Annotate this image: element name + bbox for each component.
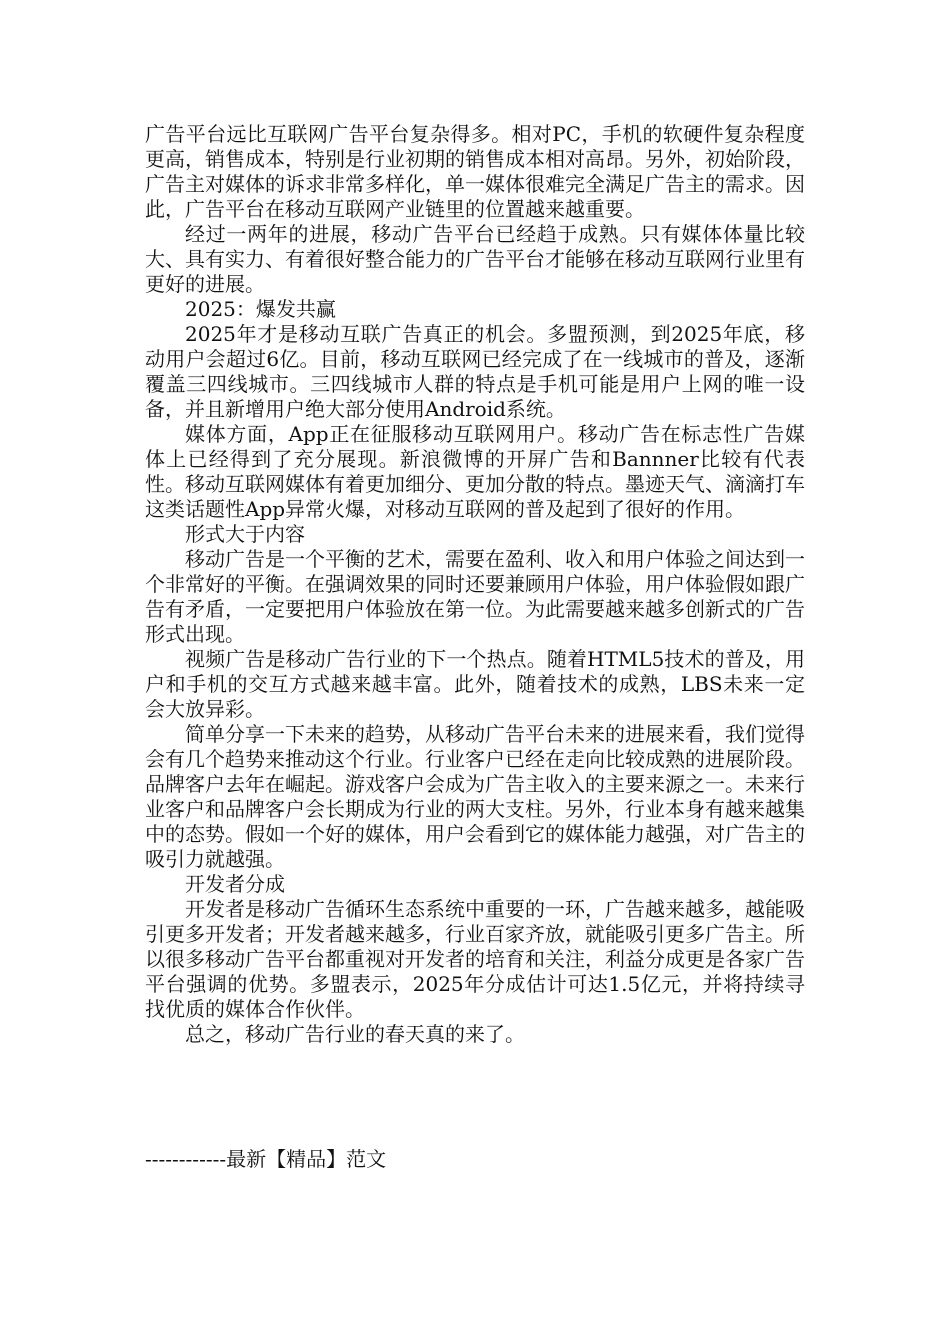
section-heading-developer: 开发者分成 xyxy=(185,872,285,896)
page-footer: ------------最新【精品】范文 xyxy=(145,1147,387,1171)
section-heading-outbreak: 2025：爆发共赢 xyxy=(185,297,336,321)
paragraph-2025-opportunity: 2025年才是移动互联广告真正的机会。多盟预测，到2025年底，移动用户会超过6亿。目前，移动互联网已经完成了在一线城市的普及，逐渐覆盖三四线城市。三四线城市人群的特点是手机可能是用户上网的唯一设备，并且新增用户绝大部分使用Android系统。 xyxy=(145,322,805,421)
section-heading-form: 形式大于内容 xyxy=(185,522,305,546)
paragraph-future-trends: 简单分享一下未来的趋势，从移动广告平台未来的进展来看，我们觉得会有几个趋势来推动这个行业。行业客户已经在走向比较成熟的进展阶段。品牌客户去年在崛起。游戏客户会成为广告主收入的主要来源之一。未来行业客户和品牌客户会长期成为行业的两大支柱。另外，行业本身有越来越集中的态势。假如一个好的媒体，用户会看到它的媒体能力越强，对广告主的吸引力就越强。 xyxy=(145,722,805,871)
article-body xyxy=(145,122,805,1047)
paragraph-conclusion: 总之，移动广告行业的春天真的来了。 xyxy=(185,1022,525,1046)
paragraph-platform-maturity: 经过一两年的进展，移动广告平台已经趋于成熟。只有媒体体量比较大、具有实力、有着很好整合能力的广告平台才能够在移动互联网行业里有更好的进展。 xyxy=(145,222,805,296)
paragraph-intro-continuation: 广告平台远比互联网广告平台复杂得多。相对PC，手机的软硬件复杂程度更高，销售成本，特别是行业初期的销售成本相对高昂。另外，初始阶段，广告主对媒体的诉求非常多样化，单一媒体很难完全满足广告主的需求。因此，广告平台在移动互联网产业链里的位置越来越重要。 xyxy=(145,122,805,221)
paragraph-balance-art: 移动广告是一个平衡的艺术，需要在盈利、收入和用户体验之间达到一个非常好的平衡。在强调效果的同时还要兼顾用户体验，用户体验假如跟广告有矛盾，一定要把用户体验放在第一位。为此需要越来越多创新式的广告形式出现。 xyxy=(145,547,805,646)
paragraph-video-ads: 视频广告是移动广告行业的下一个热点。随着HTML5技术的普及，用户和手机的交互方式越来越丰富。此外，随着技术的成熟，LBS未来一定会大放异彩。 xyxy=(145,647,805,721)
paragraph-developer-share: 开发者是移动广告循环生态系统中重要的一环，广告越来越多，越能吸引更多开发者；开发者越来越多，行业百家齐放，就能吸引更多广告主。所以很多移动广告平台都重视对开发者的培育和关注，利益分成更是各家广告平台强调的优势。多盟表示，2025年分成估计可达1.5亿元，并将持续寻找优质的媒体合作伙伴。 xyxy=(145,897,805,1021)
paragraph-media-app: 媒体方面，App正在征服移动互联网用户。移动广告在标志性广告媒体上已经得到了充分展现。新浪微博的开屏广告和Bannner比较有代表性。移动互联网媒体有着更加细分、更加分散的特点。墨迹天气、滴滴打车这类话题性App异常火爆，对移动互联网的普及起到了很好的作用。 xyxy=(145,422,805,521)
